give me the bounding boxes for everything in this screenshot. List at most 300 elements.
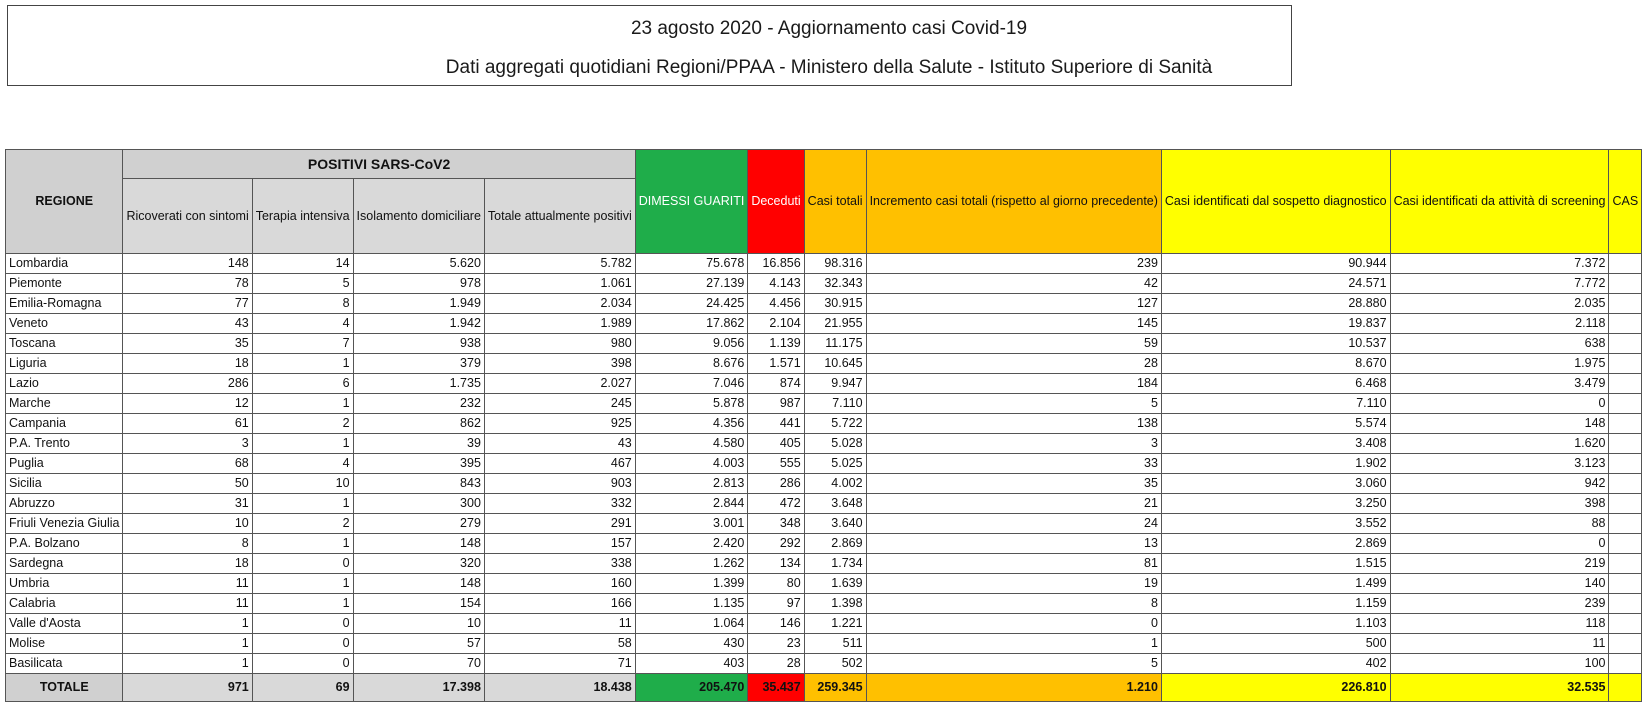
- table-cell: 33: [866, 454, 1161, 474]
- table-cell: 97: [748, 594, 804, 614]
- region-name: Sardegna: [6, 554, 123, 574]
- table-cell-empty: [1609, 634, 1642, 654]
- table-cell-empty: [1609, 514, 1642, 534]
- table-cell: 1: [252, 394, 353, 414]
- region-name: Campania: [6, 414, 123, 434]
- table-cell: 8.670: [1161, 354, 1390, 374]
- table-cell: 8: [252, 294, 353, 314]
- total-cell: 35.437: [748, 674, 804, 702]
- table-cell: 77: [123, 294, 252, 314]
- table-cell-empty: [1609, 594, 1642, 614]
- table-cell: 10: [252, 474, 353, 494]
- table-cell-empty: [1609, 434, 1642, 454]
- table-cell: 1: [252, 534, 353, 554]
- table-cell: 1: [866, 634, 1161, 654]
- table-cell: 3.479: [1390, 374, 1609, 394]
- table-cell: 24: [866, 514, 1161, 534]
- table-row: [6, 594, 1642, 614]
- table-cell: 1.499: [1161, 574, 1390, 594]
- table-cell: 5.782: [484, 254, 635, 274]
- table-row: [6, 634, 1642, 654]
- table-cell: 1.064: [635, 614, 748, 634]
- table-cell: 148: [353, 574, 484, 594]
- table-cell: 50: [123, 474, 252, 494]
- table-cell: 4.002: [804, 474, 866, 494]
- table-cell: 379: [353, 354, 484, 374]
- table-cell: 5: [866, 654, 1161, 674]
- table-cell: 81: [866, 554, 1161, 574]
- table-row: [6, 254, 1642, 274]
- table-cell: 291: [484, 514, 635, 534]
- table-cell: 0: [1390, 534, 1609, 554]
- table-cell: 11: [484, 614, 635, 634]
- table-cell-empty: [1609, 554, 1642, 574]
- table-cell: 21: [866, 494, 1161, 514]
- table-cell: 300: [353, 494, 484, 514]
- table-row: [6, 274, 1642, 294]
- table-cell: 17.862: [635, 314, 748, 334]
- table-row: [6, 574, 1642, 594]
- table-cell: 239: [1390, 594, 1609, 614]
- table-cell: 70: [353, 654, 484, 674]
- table-cell: 1: [123, 634, 252, 654]
- table-cell: 467: [484, 454, 635, 474]
- region-name: Calabria: [6, 594, 123, 614]
- table-cell: 1: [252, 434, 353, 454]
- region-name: Abruzzo: [6, 494, 123, 514]
- table-cell: 7.372: [1390, 254, 1609, 274]
- table-cell: 1.571: [748, 354, 804, 374]
- table-cell: 0: [866, 614, 1161, 634]
- table-cell: 18: [123, 354, 252, 374]
- table-cell: 148: [123, 254, 252, 274]
- title-box: [7, 5, 1292, 86]
- table-cell: 98.316: [804, 254, 866, 274]
- table-cell: 43: [123, 314, 252, 334]
- total-cell: 226.810: [1161, 674, 1390, 702]
- table-cell: 28: [748, 654, 804, 674]
- table-cell: 430: [635, 634, 748, 654]
- table-cell: 5: [866, 394, 1161, 414]
- table-cell: 4: [252, 454, 353, 474]
- table-cell: 1.398: [804, 594, 866, 614]
- total-cell-empty: [1609, 674, 1642, 702]
- table-cell: 1.734: [804, 554, 866, 574]
- table-cell: 1.061: [484, 274, 635, 294]
- region-name: Sicilia: [6, 474, 123, 494]
- table-cell: 1.735: [353, 374, 484, 394]
- table-cell: 0: [1390, 394, 1609, 414]
- region-name: Umbria: [6, 574, 123, 594]
- table-cell: 395: [353, 454, 484, 474]
- table-cell-empty: [1609, 294, 1642, 314]
- region-name: Emilia-Romagna: [6, 294, 123, 314]
- table-cell-empty: [1609, 574, 1642, 594]
- table-cell: 1: [252, 594, 353, 614]
- table-cell: 7.772: [1390, 274, 1609, 294]
- region-name: Toscana: [6, 334, 123, 354]
- table-cell: 3.060: [1161, 474, 1390, 494]
- table-cell: 0: [252, 554, 353, 574]
- table-cell: 338: [484, 554, 635, 574]
- total-cell: 17.398: [353, 674, 484, 702]
- region-name: P.A. Bolzano: [6, 534, 123, 554]
- table-cell: 219: [1390, 554, 1609, 574]
- table-cell: 1: [252, 494, 353, 514]
- table-cell: 28.880: [1161, 294, 1390, 314]
- table-cell: 843: [353, 474, 484, 494]
- table-cell: 19.837: [1161, 314, 1390, 334]
- table-cell: 2.104: [748, 314, 804, 334]
- table-cell: 157: [484, 534, 635, 554]
- table-cell-empty: [1609, 334, 1642, 354]
- total-cell: 1.210: [866, 674, 1161, 702]
- table-cell: 1.135: [635, 594, 748, 614]
- table-cell: 0: [252, 654, 353, 674]
- table-cell: 500: [1161, 634, 1390, 654]
- table-cell: 245: [484, 394, 635, 414]
- table-row: [6, 654, 1642, 674]
- table-cell: 2: [252, 414, 353, 434]
- header-incremento-casi: Incremento casi totali (rispetto al giorno precedente): [866, 150, 1161, 254]
- table-cell: 1.942: [353, 314, 484, 334]
- table-cell: 925: [484, 414, 635, 434]
- header-casi-screening: Casi identificati da attività di screening: [1390, 150, 1609, 254]
- table-cell: 4.580: [635, 434, 748, 454]
- table-cell: 292: [748, 534, 804, 554]
- table-cell: 5.878: [635, 394, 748, 414]
- table-cell: 286: [123, 374, 252, 394]
- table-cell: 1.103: [1161, 614, 1390, 634]
- table-cell: 27.139: [635, 274, 748, 294]
- page-title: 23 agosto 2020 - Aggiornamento casi Covid-19: [630, 18, 1028, 39]
- region-name: Veneto: [6, 314, 123, 334]
- table-cell: 80: [748, 574, 804, 594]
- region-name: Valle d'Aosta: [6, 614, 123, 634]
- table-cell: 140: [1390, 574, 1609, 594]
- table-cell: 1: [252, 574, 353, 594]
- region-name: Puglia: [6, 454, 123, 474]
- table-cell: 2.869: [804, 534, 866, 554]
- table-row: [6, 534, 1642, 554]
- table-cell: 100: [1390, 654, 1609, 674]
- table-cell: 1.989: [484, 314, 635, 334]
- table-cell: 11: [123, 574, 252, 594]
- table-cell: 398: [484, 354, 635, 374]
- table-cell: 61: [123, 414, 252, 434]
- table-cell: 511: [804, 634, 866, 654]
- table-cell: 3.001: [635, 514, 748, 534]
- table-cell: 10.645: [804, 354, 866, 374]
- table-cell: 4.456: [748, 294, 804, 314]
- table-cell: 1.159: [1161, 594, 1390, 614]
- table-cell: 18: [123, 554, 252, 574]
- table-cell: 348: [748, 514, 804, 534]
- header-row-group: [6, 150, 1642, 179]
- region-name: P.A. Trento: [6, 434, 123, 454]
- table-cell: 148: [1390, 414, 1609, 434]
- table-row: [6, 514, 1642, 534]
- table-cell: 403: [635, 654, 748, 674]
- table-cell: 11: [123, 594, 252, 614]
- table-cell-empty: [1609, 314, 1642, 334]
- table-cell: 555: [748, 454, 804, 474]
- table-cell: 166: [484, 594, 635, 614]
- table-cell: 19: [866, 574, 1161, 594]
- table-cell: 3.250: [1161, 494, 1390, 514]
- table-cell: 3: [123, 434, 252, 454]
- table-cell: 118: [1390, 614, 1609, 634]
- table-cell: 59: [866, 334, 1161, 354]
- table-cell: 239: [866, 254, 1161, 274]
- table-cell: 1.620: [1390, 434, 1609, 454]
- table-cell: 232: [353, 394, 484, 414]
- page-subtitle: Dati aggregati quotidiani Regioni/PPAA - Ministero della Salute - Istituto Superiore di Sanità: [445, 57, 1213, 78]
- table-cell: 2.027: [484, 374, 635, 394]
- region-name: Marche: [6, 394, 123, 414]
- table-cell-empty: [1609, 614, 1642, 634]
- table-cell: 402: [1161, 654, 1390, 674]
- table-cell: 1: [252, 354, 353, 374]
- table-cell: 14: [252, 254, 353, 274]
- table-cell: 978: [353, 274, 484, 294]
- table-cell: 1: [123, 614, 252, 634]
- table-cell: 8.676: [635, 354, 748, 374]
- table-cell: 7.046: [635, 374, 748, 394]
- region-name: Lazio: [6, 374, 123, 394]
- covid-data-table: [5, 149, 1642, 702]
- table-cell: 3.123: [1390, 454, 1609, 474]
- table-cell: 0: [252, 614, 353, 634]
- table-cell: 184: [866, 374, 1161, 394]
- table-cell: 75.678: [635, 254, 748, 274]
- region-name: Liguria: [6, 354, 123, 374]
- table-cell: 4.143: [748, 274, 804, 294]
- table-cell: 5.025: [804, 454, 866, 474]
- table-cell: 42: [866, 274, 1161, 294]
- table-cell: 23: [748, 634, 804, 654]
- table-cell: 24.425: [635, 294, 748, 314]
- table-cell: 2.420: [635, 534, 748, 554]
- table-cell: 502: [804, 654, 866, 674]
- table-cell: 862: [353, 414, 484, 434]
- table-cell: 1.139: [748, 334, 804, 354]
- table-cell: 138: [866, 414, 1161, 434]
- table-cell-empty: [1609, 414, 1642, 434]
- region-name: Molise: [6, 634, 123, 654]
- table-cell: 160: [484, 574, 635, 594]
- table-cell: 9.056: [635, 334, 748, 354]
- table-cell: 0: [252, 634, 353, 654]
- table-cell: 4.356: [635, 414, 748, 434]
- table-cell: 35: [123, 334, 252, 354]
- region-name: Lombardia: [6, 254, 123, 274]
- table-cell: 638: [1390, 334, 1609, 354]
- header-totale-positivi: Totale attualmente positivi: [484, 179, 635, 254]
- table-cell: 1.975: [1390, 354, 1609, 374]
- table-cell-empty: [1609, 374, 1642, 394]
- table-cell: 2.813: [635, 474, 748, 494]
- header-isolamento: Isolamento domiciliare: [353, 179, 484, 254]
- table-cell: 2.869: [1161, 534, 1390, 554]
- region-name: Piemonte: [6, 274, 123, 294]
- table-cell: 2.844: [635, 494, 748, 514]
- table-cell: 441: [748, 414, 804, 434]
- table-cell: 11: [1390, 634, 1609, 654]
- table-cell: 16.856: [748, 254, 804, 274]
- table-cell: 57: [353, 634, 484, 654]
- table-cell: 2: [252, 514, 353, 534]
- table-cell: 987: [748, 394, 804, 414]
- table-cell: 24.571: [1161, 274, 1390, 294]
- table-cell: 3.552: [1161, 514, 1390, 534]
- table-cell: 2.118: [1390, 314, 1609, 334]
- table-cell: 2.034: [484, 294, 635, 314]
- table-cell: 8: [866, 594, 1161, 614]
- table-cell: 3.648: [804, 494, 866, 514]
- table-cell: 7.110: [804, 394, 866, 414]
- table-row: [6, 374, 1642, 394]
- table-cell: 3.408: [1161, 434, 1390, 454]
- table-row: [6, 454, 1642, 474]
- header-casi-sospetto-diagnostico: Casi identificati dal sospetto diagnostico: [1161, 150, 1390, 254]
- table-cell: 1.221: [804, 614, 866, 634]
- table-cell: 6.468: [1161, 374, 1390, 394]
- table-row: [6, 554, 1642, 574]
- table-cell: 1.639: [804, 574, 866, 594]
- header-casi-totali: Casi totali: [804, 150, 866, 254]
- table-cell: 279: [353, 514, 484, 534]
- table-row: [6, 434, 1642, 454]
- table-cell: 7: [252, 334, 353, 354]
- header-regione: REGIONE: [6, 150, 123, 254]
- table-cell: 5.028: [804, 434, 866, 454]
- table-cell: 10.537: [1161, 334, 1390, 354]
- table-cell: 405: [748, 434, 804, 454]
- table-cell: 78: [123, 274, 252, 294]
- table-cell: 10: [123, 514, 252, 534]
- total-row: [6, 674, 1642, 702]
- table-row: [6, 494, 1642, 514]
- table-cell: 3.640: [804, 514, 866, 534]
- total-cell: 259.345: [804, 674, 866, 702]
- table-cell: 1: [123, 654, 252, 674]
- table-cell: 942: [1390, 474, 1609, 494]
- total-cell: 69: [252, 674, 353, 702]
- table-cell: 145: [866, 314, 1161, 334]
- table-cell: 472: [748, 494, 804, 514]
- table-cell: 1.399: [635, 574, 748, 594]
- table-cell: 938: [353, 334, 484, 354]
- table-cell-empty: [1609, 254, 1642, 274]
- table-cell: 1.949: [353, 294, 484, 314]
- table-cell-empty: [1609, 274, 1642, 294]
- table-cell-empty: [1609, 354, 1642, 374]
- total-cell: 32.535: [1390, 674, 1609, 702]
- table-cell: 11.175: [804, 334, 866, 354]
- table-cell: 5.620: [353, 254, 484, 274]
- table-cell: 1.515: [1161, 554, 1390, 574]
- table-cell: 9.947: [804, 374, 866, 394]
- table-cell: 43: [484, 434, 635, 454]
- table-cell: 5: [252, 274, 353, 294]
- table-cell: 12: [123, 394, 252, 414]
- total-cell: 205.470: [635, 674, 748, 702]
- table-cell: 58: [484, 634, 635, 654]
- table-cell: 35: [866, 474, 1161, 494]
- table-cell: 2.035: [1390, 294, 1609, 314]
- table-row: [6, 474, 1642, 494]
- header-terapia-intensiva: Terapia intensiva: [252, 179, 353, 254]
- total-cell: 18.438: [484, 674, 635, 702]
- table-row: [6, 614, 1642, 634]
- table-cell: 13: [866, 534, 1161, 554]
- table-cell-empty: [1609, 654, 1642, 674]
- table-cell: 398: [1390, 494, 1609, 514]
- total-cell: 971: [123, 674, 252, 702]
- table-cell: 286: [748, 474, 804, 494]
- region-name: Friuli Venezia Giulia: [6, 514, 123, 534]
- table-cell: 10: [353, 614, 484, 634]
- total-label: TOTALE: [6, 674, 123, 702]
- table-cell: 68: [123, 454, 252, 474]
- table-cell: 88: [1390, 514, 1609, 534]
- table-row: [6, 294, 1642, 314]
- header-deceduti: Deceduti: [748, 150, 804, 254]
- table-cell-empty: [1609, 454, 1642, 474]
- table-row: [6, 314, 1642, 334]
- table-cell-empty: [1609, 474, 1642, 494]
- region-name: Basilicata: [6, 654, 123, 674]
- table-cell: 4: [252, 314, 353, 334]
- header-positivi-group: POSITIVI SARS-CoV2: [123, 150, 635, 179]
- table-cell: 148: [353, 534, 484, 554]
- table-cell: 71: [484, 654, 635, 674]
- table-cell: 1.902: [1161, 454, 1390, 474]
- table-cell: 154: [353, 594, 484, 614]
- table-cell: 127: [866, 294, 1161, 314]
- table-cell: 90.944: [1161, 254, 1390, 274]
- table-cell: 21.955: [804, 314, 866, 334]
- table-cell: 1.262: [635, 554, 748, 574]
- table-row: [6, 334, 1642, 354]
- header-dimessi-guariti: DIMESSI GUARITI: [635, 150, 748, 254]
- table-cell: 332: [484, 494, 635, 514]
- table-cell: 7.110: [1161, 394, 1390, 414]
- table-cell: 4.003: [635, 454, 748, 474]
- table-cell: 8: [123, 534, 252, 554]
- table-row: [6, 394, 1642, 414]
- table-cell: 5.574: [1161, 414, 1390, 434]
- table-cell: 30.915: [804, 294, 866, 314]
- table-cell: 31: [123, 494, 252, 514]
- table-cell: 32.343: [804, 274, 866, 294]
- table-row: [6, 414, 1642, 434]
- table-row: [6, 354, 1642, 374]
- table-cell: 39: [353, 434, 484, 454]
- table-cell: 980: [484, 334, 635, 354]
- table-cell: 3: [866, 434, 1161, 454]
- table-cell: 6: [252, 374, 353, 394]
- table-cell: 146: [748, 614, 804, 634]
- header-ricoverati: Ricoverati con sintomi: [123, 179, 252, 254]
- table-cell-empty: [1609, 534, 1642, 554]
- table-cell: 903: [484, 474, 635, 494]
- table-cell-empty: [1609, 394, 1642, 414]
- table-cell: 320: [353, 554, 484, 574]
- table-cell: 28: [866, 354, 1161, 374]
- table-cell: 134: [748, 554, 804, 574]
